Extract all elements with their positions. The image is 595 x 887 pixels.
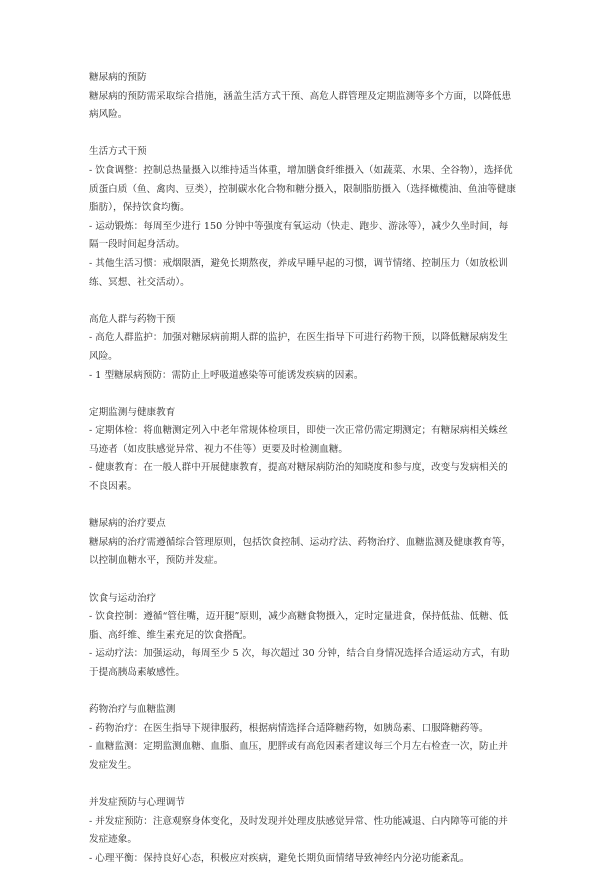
- section-heading: 饮食与运动治疗: [89, 592, 157, 604]
- section-intro: 糖尿病的预防需采取综合措施，涵盖生活方式干预、高危人群管理及定期监测等多个方面，以降低患病风险。: [89, 90, 512, 121]
- list-item: - 定期体检：将血糖测定列入中老年常规体检项目，即使一次正常仍需定期测定；有糖尿病相关蛛丝马迹者（如皮肤感觉异常、视力不佳等）更要及时检测血糖。: [89, 425, 508, 455]
- section-medication-monitoring: [89, 701, 517, 775]
- list-item: - 心理平衡：保持良好心态，积极应对疾病，避免长期负面情绪导致神经内分泌功能紊乱。: [89, 852, 470, 864]
- list-item: - 并发症预防：注意观察身体变化，及时发现并处理皮肤感觉异常、性功能减退、白内障等可能的并发症迹象。: [89, 815, 508, 846]
- section-heading: 高危人群与药物干预: [89, 313, 176, 325]
- section-intro: 糖尿病的治疗需遵循综合管理原则，包括饮食控制、运动疗法、药物治疗、血糖监测及健康教育等，以控制血糖水平，预防并发症。: [89, 536, 512, 567]
- list-item: - 其他生活习惯：戒烟限酒，避免长期熬夜，养成早睡早起的习惯，调节情绪、控制压力（如放松训练、冥想、社交活动）。: [89, 257, 508, 288]
- list-item: - 1 型糖尿病预防：需防止上呼吸道感染等可能诱发疾病的因素。: [89, 369, 364, 381]
- list-item: - 药物治疗：在医生指导下规律服药，根据病情选择合适降糖药物，如胰岛素、口服降糖药等。: [89, 722, 489, 734]
- bullet-list: [89, 162, 517, 292]
- bullet-list: [89, 720, 517, 776]
- list-item: - 饮食控制：遵循“管住嘴，迈开腿”原则，减少高糖食物摄入，定时定量进食，保持低盐、低糖、低脂、高纤维、维生素充足的饮食搭配。: [89, 611, 509, 641]
- section-heading: 并发症预防与心理调节: [89, 797, 185, 809]
- section-treatment-overview: [89, 515, 517, 571]
- list-item: - 运动疗法：加强运动，每周至少 5 次，每次超过 30 分钟，结合自身情况选择合适运动方式，有助于提高胰岛素敏感性。: [89, 648, 510, 678]
- section-heading: 药物治疗与血糖监测: [89, 704, 176, 716]
- list-item: - 饮食调整：控制总热量摄入以维持适当体重，增加膳食纤维摄入（如蔬菜、水果、全谷物），选择优质蛋白质（鱼、禽肉、豆类），控制碳水化合物和糖分摄入，限制脂肪摄入（选择橄榄油、鱼油等健康脂肪），保持饮食均衡。: [89, 164, 516, 214]
- section-complication-psychology: [89, 794, 517, 868]
- section-monitoring-education: [89, 404, 517, 497]
- bullet-list: [89, 329, 517, 385]
- document-page: [89, 69, 517, 887]
- list-item: - 血糖监测：定期监测血糖、血脂、血压，肥胖或有高危因素者建议每三个月左右检查一次，防止并发症发生。: [89, 741, 508, 771]
- list-item: - 运动锻炼：每周至少进行 150 分钟中等强度有氧运动（快走、跑步、游泳等），减少久坐时间，每隔一段时间起身活动。: [89, 220, 509, 251]
- list-item: - 健康教育：在一般人群中开展健康教育，提高对糖尿病防治的知晓度和参与度，改变与发病相关的不良因素。: [89, 462, 508, 493]
- section-heading: 糖尿病的治疗要点: [89, 518, 166, 530]
- section-heading: 定期监测与健康教育: [89, 406, 176, 418]
- bullet-list: [89, 608, 517, 682]
- section-heading: 糖尿病的预防: [89, 72, 147, 83]
- bullet-list: [89, 422, 517, 496]
- section-heading: 生活方式干预: [89, 146, 147, 158]
- section-lifestyle-intervention: [89, 143, 517, 292]
- section-prevention-overview: [89, 69, 517, 125]
- list-item: - 高危人群监护：加强对糖尿病前期人群的监护，在医生指导下可进行药物干预，以降低糖尿病发生风险。: [89, 332, 508, 362]
- section-diet-exercise: [89, 590, 517, 683]
- section-high-risk-drug: [89, 311, 517, 385]
